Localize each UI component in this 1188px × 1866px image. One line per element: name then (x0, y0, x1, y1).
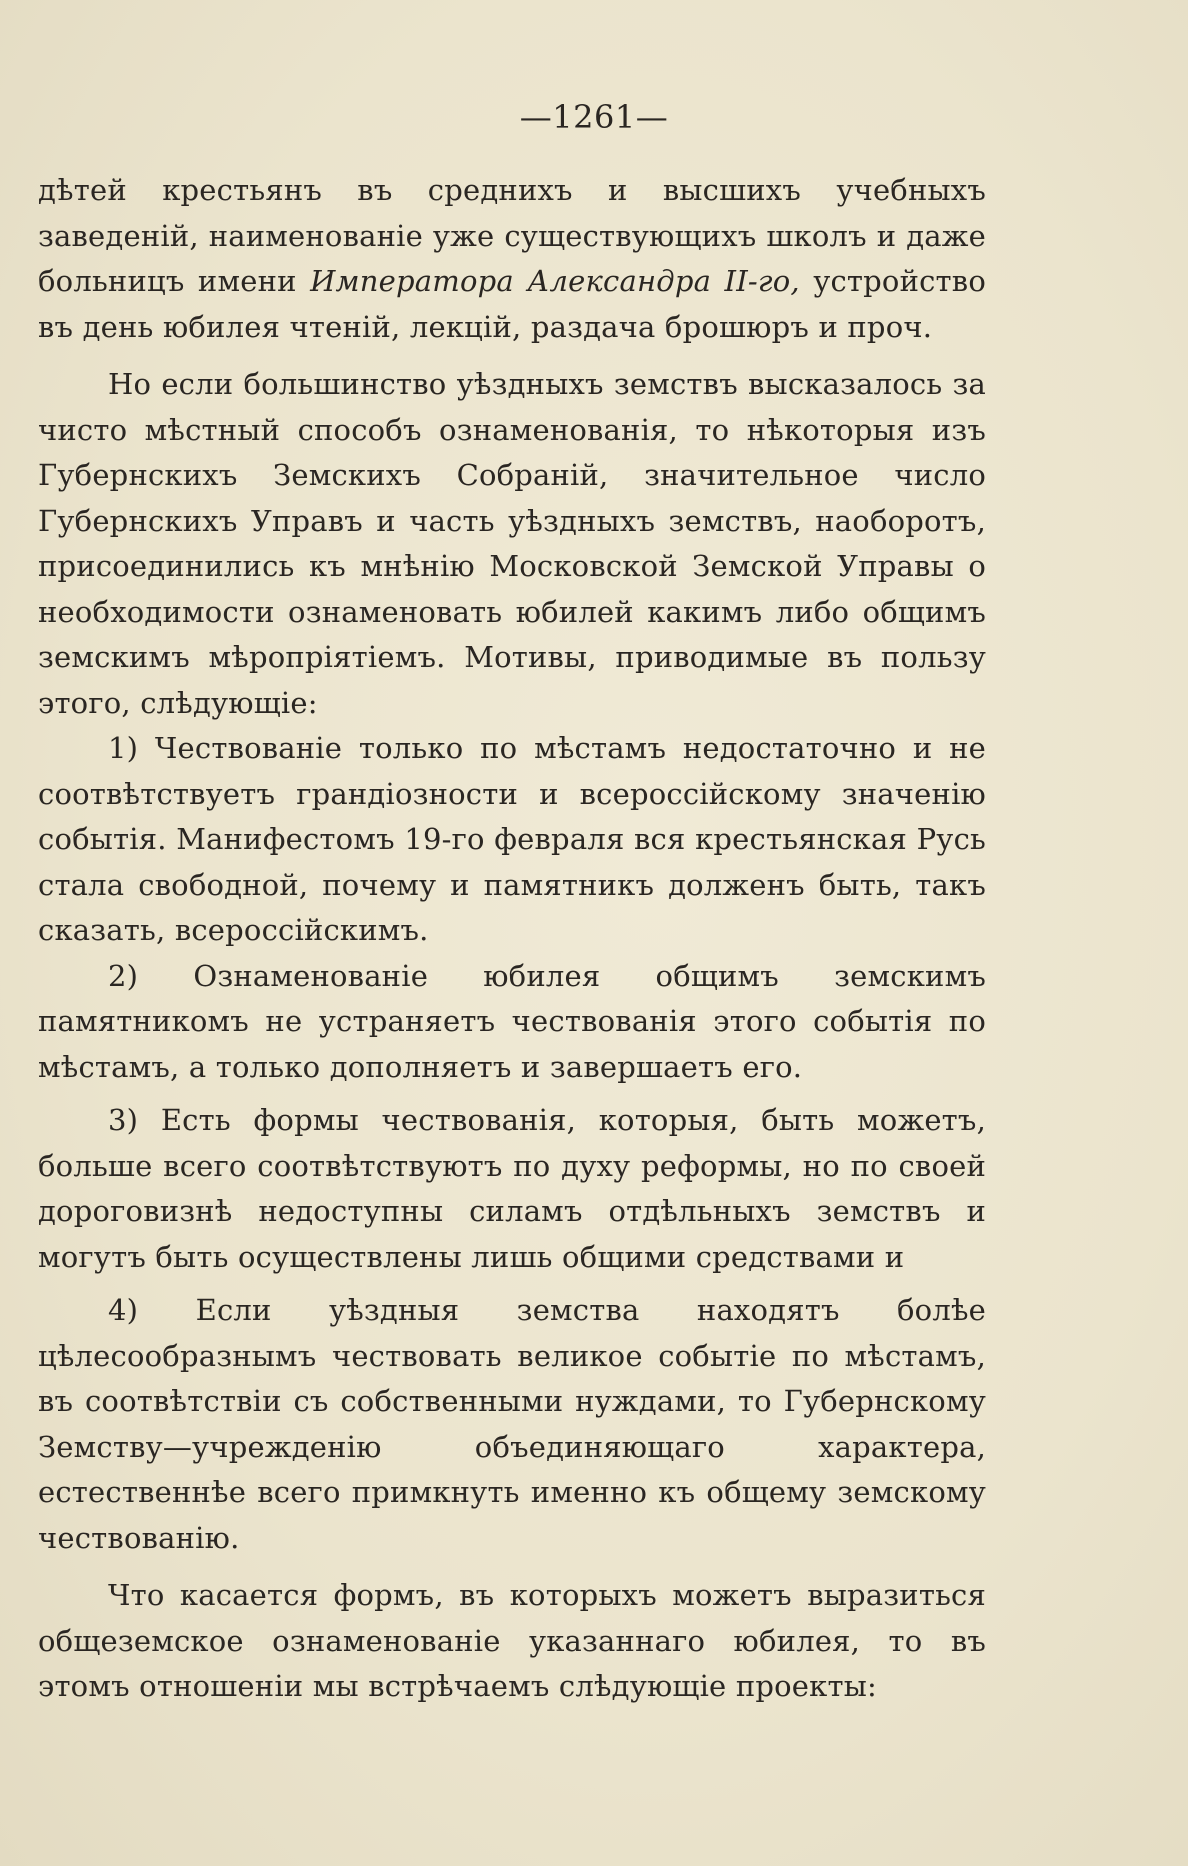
paragraph-forms: Что касается формъ, въ которыхъ можетъ выразиться общеземское ознаменованіе указаннаго юбилея, то въ этомъ отношеніи мы встрѣчаемъ слѣдующіе проекты: (38, 1578, 986, 1703)
paragraph-text: дѣтей крестьянъ въ среднихъ и высшихъ учебныхъ заведеній, наименованіе уже существующихъ школъ и даже больницъ имени (38, 173, 986, 298)
paragraph-text: устройство въ день юбилея чтеній, лекцій, раздача брошюръ и проч. (38, 264, 986, 344)
paragraph-point-1: 1) Чествованіе только по мѣстамъ недостаточно и не соотвѣтствуетъ грандіозности и всероссійскому значенію событія. Манифестомъ 19-го февраля вся крестьянская Русь стала свободной, почему и памятникъ долженъ быть, такъ сказать, всероссійскимъ. (38, 731, 986, 947)
italic-emperor-name: Императора Александра II-го, (310, 264, 800, 298)
page-number: —1261— (519, 98, 669, 136)
paragraph-point-2: 2) Ознаменованіе юбилея общимъ земскимъ памятникомъ не устраняетъ чествованія этого событія по мѣстамъ, а только дополняетъ и завершаетъ его. (38, 958, 986, 1084)
paragraph-point-3: 3) Есть формы чествованія, которыя, быть можетъ, больше всего соотвѣтствуютъ по духу реформы, но по своей дороговизнѣ недоступны силамъ отдѣльныхъ земствъ и могутъ быть осуществлены лишь общими средствами и (38, 1103, 986, 1274)
paragraph-point-4: 4) Если уѣздныя земства находятъ болѣе цѣлесообразнымъ чествовать великое событіе по мѣстамъ, въ соотвѣтствіи съ собственными нуждами, то Губернскому Земству—учрежденію объединяющаго характера, естественнѣе всего примкнуть именно къ общему земскому чествованію. (38, 1293, 986, 1555)
paragraph-continuation (38, 168, 986, 350)
paragraph-zemstvo-opinion: Но если большинство уѣздныхъ земствъ высказалось за чисто мѣстный способъ ознаменованія, то нѣкоторыя изъ Губернскихъ Земскихъ Собраній, значительное число Губернскихъ Управъ и часть уѣздныхъ земствъ, наоборотъ, присоединились къ мнѣнію Московской Земской Управы о необходимости ознаменовать юбилей какимъ либо общимъ земскимъ мѣропріятіемъ. Мотивы, приводимые въ пользу этого, слѣдующіе: (38, 367, 986, 720)
body-text (38, 168, 986, 1710)
